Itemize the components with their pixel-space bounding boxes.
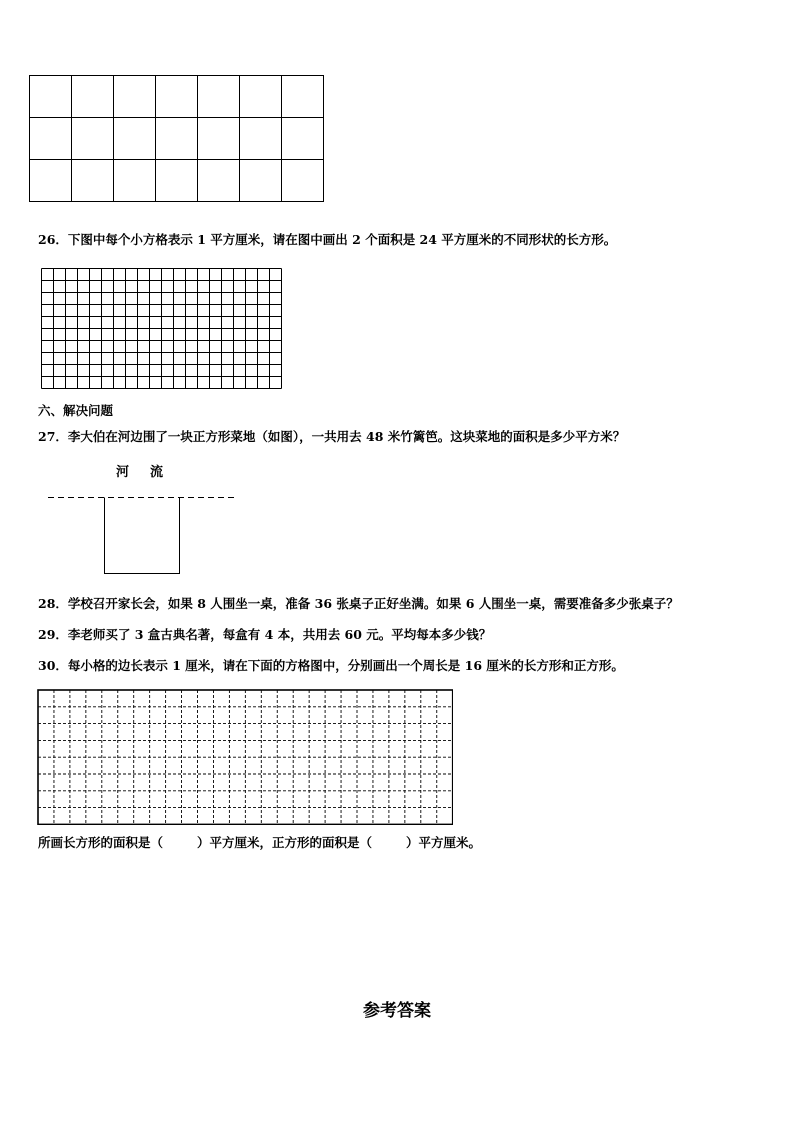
square-plot <box>105 498 180 574</box>
answer-heading: 参考答案 <box>363 1001 431 1021</box>
question-number: 27． <box>38 429 68 444</box>
question-text: 学校召开家长会，如果 8 人围坐一桌，准备 36 张桌子正好坐满。如果 6 人围坐一桌，需要准备多少张桌子？ <box>67 596 679 611</box>
section-title: 六、解决问题 <box>38 403 114 418</box>
question-30-answer-line <box>38 835 481 851</box>
question-text: 每小格的边长表示 1 厘米，请在下面的方格图中，分别画出一个周长是 16 厘米的长方形和正方形。 <box>67 658 624 673</box>
answer-text-1: 所画长方形的面积是（ <box>38 835 164 850</box>
question-30 <box>38 658 624 674</box>
question-number: 26． <box>38 232 68 247</box>
answer-text-3: ）平方厘米。 <box>406 835 482 850</box>
question-text: 李老师买了 3 盒古典名著，每盒有 4 本，共用去 60 元。平均每本多少钱？ <box>67 627 492 642</box>
question-text: 下图中每个小方格表示 1 平方厘米，请在图中画出 2 个面积是 24 平方厘米的不同形状的长方形。 <box>67 232 617 247</box>
question-29 <box>38 627 491 643</box>
river-label-he: 河 <box>116 465 130 480</box>
river-label-liu: 流 <box>150 465 164 480</box>
answer-text-2: ）平方厘米，正方形的面积是（ <box>197 835 373 850</box>
question-28 <box>38 596 679 612</box>
question-26 <box>38 232 616 248</box>
question-number: 29． <box>38 627 68 642</box>
vegetable-plot-diagram <box>46 492 238 576</box>
question-text: 李大伯在河边围了一块正方形菜地（如图），一共用去 48 米竹篱笆。这块菜地的面积是多少平方米？ <box>67 429 626 444</box>
question-number: 30． <box>38 658 68 673</box>
top-grid <box>29 75 325 203</box>
square-grid-26[interactable] <box>41 268 285 392</box>
dashed-grid-30[interactable] <box>37 689 453 825</box>
question-number: 28． <box>38 596 68 611</box>
question-27 <box>38 429 625 445</box>
